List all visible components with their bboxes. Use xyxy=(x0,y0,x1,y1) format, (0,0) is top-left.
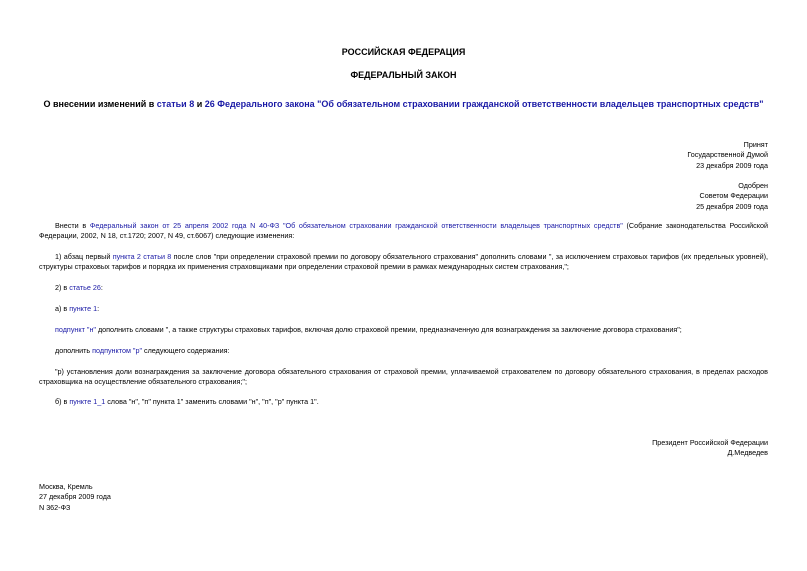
approved-by: Советом Федерации xyxy=(699,191,768,201)
accepted-by: Государственной Думой xyxy=(687,150,768,160)
subpoint-r-link[interactable]: подпунктом "р" xyxy=(92,346,142,355)
pb-text-b: слова "н", "п" пункта 1" заменить словами "н", "п", "р" пункта 1". xyxy=(105,397,319,406)
title-mid: и xyxy=(194,99,205,109)
signature-title: Президент Российской Федерации xyxy=(652,438,768,447)
paragraph-subpoint-r-text: "р) установления доли вознаграждения за заключение договора обязательного страхования от страховой премии, уплачиваемой страхователем по договору обязательного страхования, в пределах расходов страховщика на осуществление обязательного страхования;"; xyxy=(39,367,768,387)
intro-text-b: (Собрание законодательства Российской Федерации, 2002, N 18, ст.1720; 2007, N 49, ст.6067) следующие изменения: xyxy=(39,221,769,241)
paragraph-b xyxy=(39,397,768,407)
approved-block xyxy=(696,181,768,212)
pa-text-a: а) в xyxy=(55,304,70,313)
signing-date: 27 декабря 2009 года xyxy=(39,492,111,502)
article-26-body-link[interactable]: статье 26 xyxy=(69,283,101,292)
law-title xyxy=(0,98,807,111)
paragraph-subpoint-n xyxy=(39,325,768,335)
paragraph-add-subpoint xyxy=(39,346,768,356)
accepted-block xyxy=(687,140,768,171)
law-number: N 362-ФЗ xyxy=(39,502,71,512)
place-date-block xyxy=(39,482,111,513)
paragraph-intro xyxy=(39,221,768,242)
point-2-article-8-link[interactable]: пункта 2 статьи 8 xyxy=(112,252,172,261)
accepted-date: 23 декабря 2009 года xyxy=(696,160,768,170)
intro-text-a: Внести в xyxy=(55,221,90,230)
law-type-heading: ФЕДЕРАЛЬНЫЙ ЗАКОН xyxy=(350,70,457,80)
country-heading: РОССИЙСКАЯ ФЕДЕРАЦИЯ xyxy=(341,47,466,57)
point-1-link[interactable]: пункте 1 xyxy=(69,304,98,313)
title-prefix: О внесении изменений в xyxy=(43,99,157,109)
pn-text-b: дополнить словами ", а также структуры страховых тарифов, включая долю страховой премии, предназначенную для вознаграждения за заключение договора страхования"; xyxy=(95,325,682,334)
paragraph-1 xyxy=(39,252,768,273)
signature-block xyxy=(652,438,768,459)
approved-label: Одобрен xyxy=(738,181,768,190)
p1-text-a: 1) абзац первый xyxy=(55,252,113,261)
pb-text-a: б) в xyxy=(55,397,70,406)
p2-text-a: 2) в xyxy=(55,283,70,292)
approved-date: 25 декабря 2009 года xyxy=(696,201,768,211)
paragraph-a xyxy=(39,304,768,314)
p1-text-b: после слов "при определении страховой премии по договору обязательного страхования" дополнить словами ", за исключением страховых тарифов (их предельных уровней), структуры страховых тарифов и порядка их применения страховщиками при определении страховой премии в рамках международных систем страхования,"; xyxy=(39,252,768,272)
subpoint-n-link[interactable]: подпункт "н" xyxy=(55,325,96,334)
paragraph-2 xyxy=(39,283,768,293)
pr-text-b: следующего содержания: xyxy=(142,346,230,355)
pr-text-a: дополнить xyxy=(55,346,93,355)
place: Москва, Кремль xyxy=(39,482,93,491)
point-1-1-link[interactable]: пункте 1_1 xyxy=(69,397,106,406)
p2-text-b: : xyxy=(100,283,103,292)
signature-name: Д.Медведев xyxy=(727,448,768,458)
article-8-link[interactable]: статьи 8 xyxy=(156,99,195,109)
accepted-label: Принят xyxy=(743,140,768,149)
article-26-link[interactable]: 26 Федерального закона "Об обязательном страховании гражданской ответственности владельцев транспортных средств" xyxy=(204,99,764,109)
federal-law-link[interactable]: Федеральный закон от 25 апреля 2002 года N 40-ФЗ "Об обязательном страховании гражданской ответственности владельцев транспортных средств" xyxy=(89,221,623,230)
pa-text-b: : xyxy=(97,304,100,313)
